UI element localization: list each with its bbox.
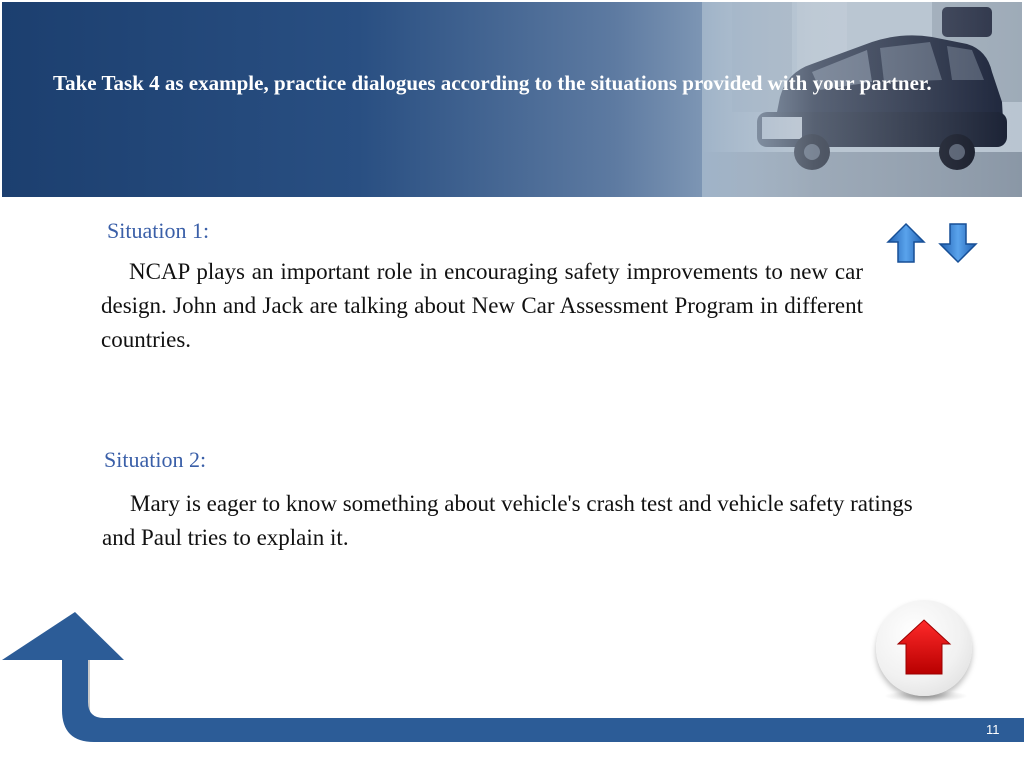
header-banner (2, 2, 1022, 197)
footer-decoration (0, 608, 1024, 768)
arrow-up-icon[interactable] (886, 222, 926, 264)
situation-2-label: Situation 2: (104, 447, 207, 472)
home-button[interactable] (876, 600, 972, 696)
situation-2-text: Mary is eager to know something about vehicle's crash test and vehicle safety ratings and Paul tries to explain it. (102, 491, 913, 550)
home-icon (896, 618, 952, 676)
situation-1-text: NCAP plays an important role in encouraging safety improvements to new car design. John and Jack are talking about New Car Assessment Program in different countries. (101, 259, 863, 352)
page-number: 11 (986, 722, 1000, 737)
arrow-down-icon[interactable] (938, 222, 978, 264)
page-title: Take Task 4 as example, practice dialogues according to the situations provided with your partner. (53, 71, 932, 95)
situation-1-label: Situation 1: (107, 218, 210, 243)
